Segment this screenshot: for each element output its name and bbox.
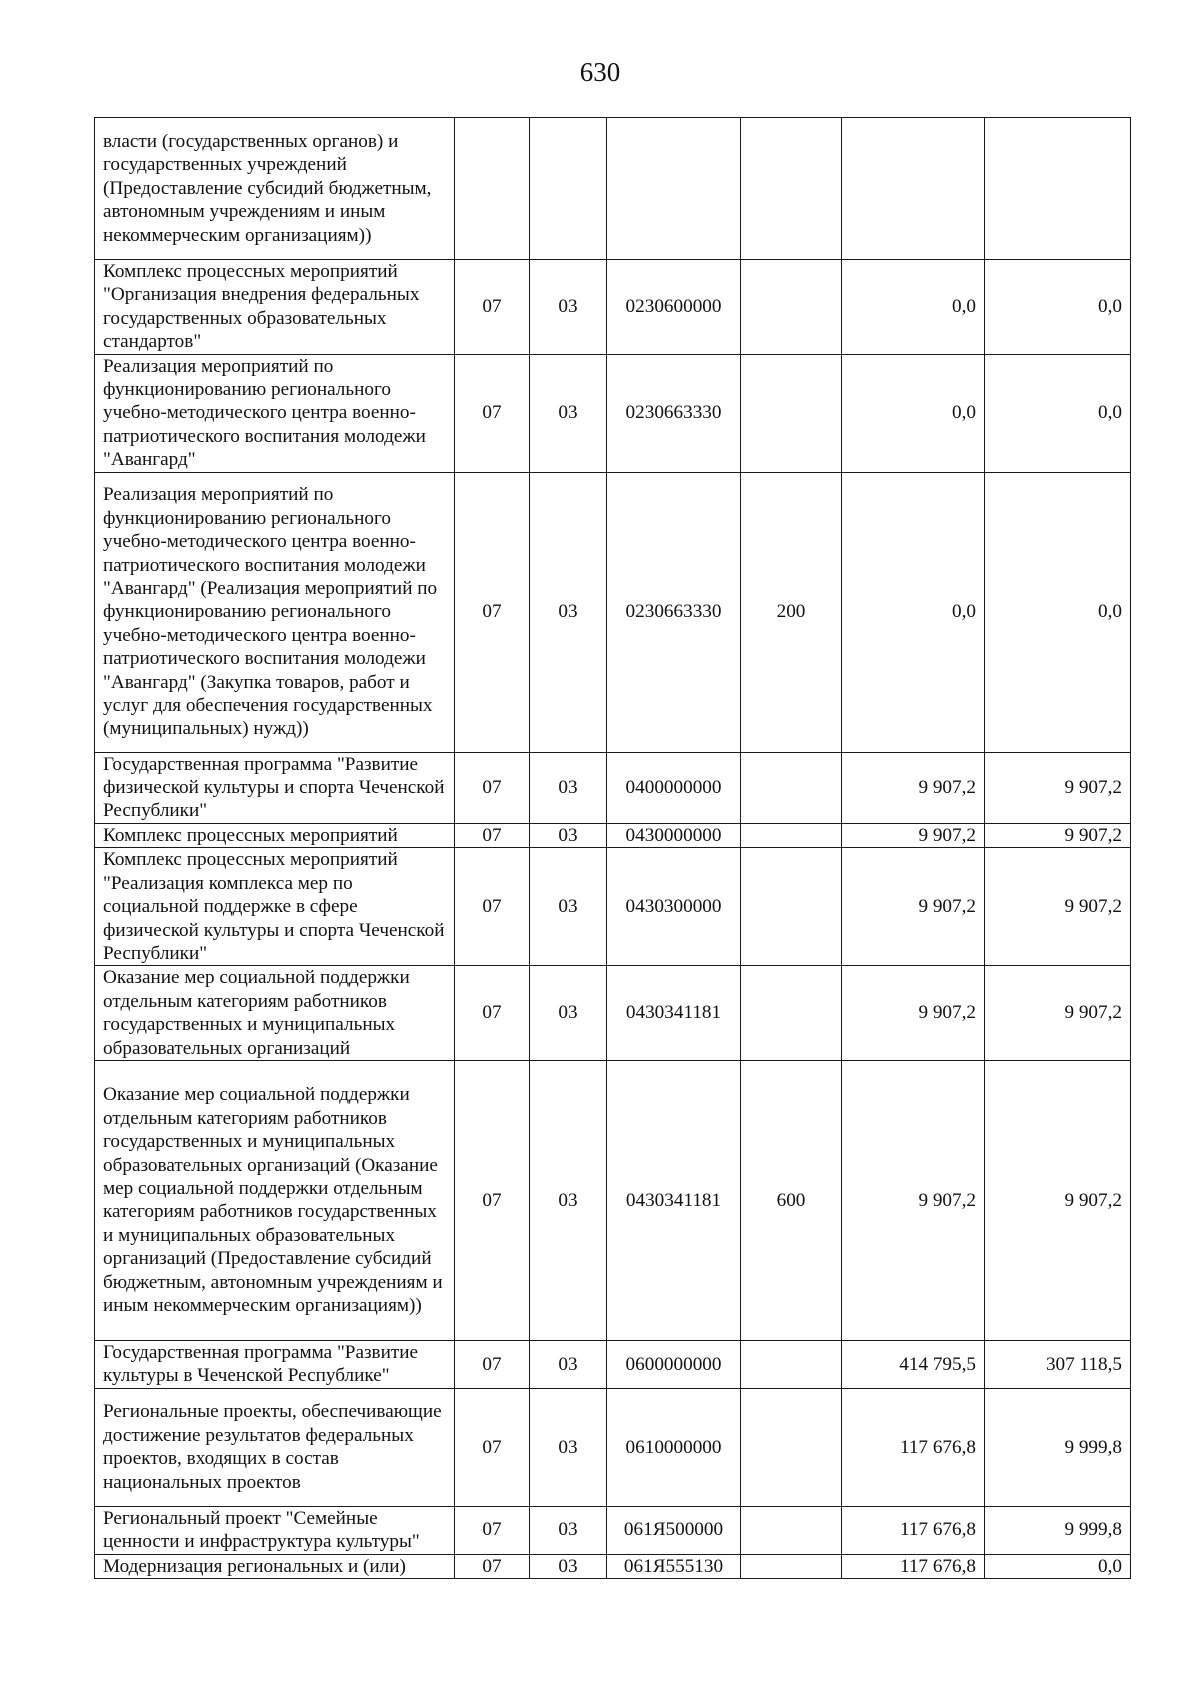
cell-target-article: 0430000000 — [607, 823, 741, 847]
cell-amount-1: 9 907,2 — [842, 752, 985, 823]
cell-amount-2: 9 999,8 — [985, 1388, 1131, 1506]
cell-subsection: 03 — [530, 1388, 607, 1506]
cell-expense-type — [741, 1506, 842, 1554]
cell-name: Реализация мероприятий по функционированию регионального учебно-методического центра военно-патриотического воспитания молодежи "Авангард" (Реализация мероприятий по функционированию регионального учебно-методического центра военно-патриотического воспитания молодежи "Авангард" (Закупка товаров, работ и услуг для обеспечения государственных (муниципальных) нужд)) — [95, 472, 455, 752]
cell-amount-1: 0,0 — [842, 354, 985, 472]
cell-subsection: 03 — [530, 823, 607, 847]
cell-amount-1: 9 907,2 — [842, 1060, 985, 1340]
table-row — [95, 472, 1131, 752]
cell-section: 07 — [455, 848, 530, 966]
table-row — [95, 1060, 1131, 1340]
budget-table — [94, 117, 1131, 1579]
cell-section: 07 — [455, 966, 530, 1061]
cell-section: 07 — [455, 1506, 530, 1554]
cell-expense-type — [741, 966, 842, 1061]
cell-target-article: 0610000000 — [607, 1388, 741, 1506]
table-row — [95, 1506, 1131, 1554]
table-row — [95, 848, 1131, 966]
cell-subsection: 03 — [530, 1060, 607, 1340]
cell-subsection: 03 — [530, 1340, 607, 1388]
cell-expense-type — [741, 118, 842, 260]
cell-expense-type — [741, 848, 842, 966]
cell-amount-1 — [842, 118, 985, 260]
cell-subsection: 03 — [530, 260, 607, 355]
cell-subsection: 03 — [530, 1554, 607, 1578]
cell-target-article: 0430341181 — [607, 1060, 741, 1340]
cell-amount-1: 117 676,8 — [842, 1506, 985, 1554]
cell-subsection: 03 — [530, 1506, 607, 1554]
cell-expense-type — [741, 354, 842, 472]
cell-target-article: 0230663330 — [607, 354, 741, 472]
cell-amount-1: 0,0 — [842, 472, 985, 752]
cell-name: Модернизация региональных и (или) — [95, 1554, 455, 1578]
page-number: 630 — [579, 57, 621, 87]
cell-name: Государственная программа "Развитие физической культуры и спорта Чеченской Республики" — [95, 752, 455, 823]
cell-target-article: 0430300000 — [607, 848, 741, 966]
cell-name: Комплекс процессных мероприятий — [95, 823, 455, 847]
cell-target-article: 0230600000 — [607, 260, 741, 355]
cell-name: Региональный проект "Семейные ценности и инфраструктура культуры" — [95, 1506, 455, 1554]
cell-amount-1: 9 907,2 — [842, 848, 985, 966]
cell-target-article: 061Я500000 — [607, 1506, 741, 1554]
cell-section: 07 — [455, 1340, 530, 1388]
cell-amount-2: 9 907,2 — [985, 1060, 1131, 1340]
cell-amount-2: 9 907,2 — [985, 848, 1131, 966]
cell-subsection: 03 — [530, 966, 607, 1061]
cell-target-article: 0430341181 — [607, 966, 741, 1061]
cell-section: 07 — [455, 472, 530, 752]
cell-target-article: 0400000000 — [607, 752, 741, 823]
cell-section: 07 — [455, 354, 530, 472]
table-body — [95, 118, 1131, 1579]
cell-name: Оказание мер социальной поддержки отдельным категориям работников государственных и муниципальных образовательных организаций (Оказание мер социальной поддержки отдельным категориям работников государственных и муниципальных образовательных организаций (Предоставление субсидий бюджетным, автономным учреждениям и иным некоммерческим организациям)) — [95, 1060, 455, 1340]
table-row — [95, 1554, 1131, 1578]
cell-name: Комплекс процессных мероприятий "Реализация комплекса мер по социальной поддержке в сфере физической культуры и спорта Чеченской Республики" — [95, 848, 455, 966]
cell-section: 07 — [455, 1060, 530, 1340]
table-row — [95, 966, 1131, 1061]
cell-subsection: 03 — [530, 848, 607, 966]
cell-section: 07 — [455, 260, 530, 355]
cell-name: Комплекс процессных мероприятий "Организация внедрения федеральных государственных образовательных стандартов" — [95, 260, 455, 355]
cell-expense-type — [741, 1554, 842, 1578]
cell-target-article: 0230663330 — [607, 472, 741, 752]
cell-expense-type — [741, 1388, 842, 1506]
cell-amount-2: 0,0 — [985, 1554, 1131, 1578]
cell-amount-2 — [985, 118, 1131, 260]
cell-name: Региональные проекты, обеспечивающие достижение результатов федеральных проектов, входящих в состав национальных проектов — [95, 1388, 455, 1506]
cell-section: 07 — [455, 1388, 530, 1506]
cell-amount-2: 0,0 — [985, 472, 1131, 752]
cell-amount-1: 117 676,8 — [842, 1388, 985, 1506]
cell-subsection — [530, 118, 607, 260]
table-row — [95, 752, 1131, 823]
cell-amount-2: 9 907,2 — [985, 823, 1131, 847]
cell-target-article: 061Я555130 — [607, 1554, 741, 1578]
cell-amount-2: 0,0 — [985, 260, 1131, 355]
cell-amount-1: 117 676,8 — [842, 1554, 985, 1578]
cell-target-article — [607, 118, 741, 260]
cell-name: Государственная программа "Развитие культуры в Чеченской Республике" — [95, 1340, 455, 1388]
cell-name: Оказание мер социальной поддержки отдельным категориям работников государственных и муниципальных образовательных организаций — [95, 966, 455, 1061]
cell-target-article: 0600000000 — [607, 1340, 741, 1388]
cell-section: 07 — [455, 1554, 530, 1578]
cell-amount-2: 307 118,5 — [985, 1340, 1131, 1388]
cell-expense-type — [741, 1340, 842, 1388]
cell-expense-type: 600 — [741, 1060, 842, 1340]
cell-subsection: 03 — [530, 472, 607, 752]
cell-section: 07 — [455, 823, 530, 847]
cell-amount-2: 9 907,2 — [985, 752, 1131, 823]
table-row — [95, 118, 1131, 260]
cell-amount-1: 9 907,2 — [842, 823, 985, 847]
cell-expense-type — [741, 260, 842, 355]
cell-section — [455, 118, 530, 260]
cell-expense-type: 200 — [741, 472, 842, 752]
cell-amount-2: 0,0 — [985, 354, 1131, 472]
cell-expense-type — [741, 752, 842, 823]
cell-amount-2: 9 907,2 — [985, 966, 1131, 1061]
cell-amount-1: 0,0 — [842, 260, 985, 355]
table-row — [95, 1388, 1131, 1506]
cell-amount-1: 9 907,2 — [842, 966, 985, 1061]
cell-section: 07 — [455, 752, 530, 823]
cell-subsection: 03 — [530, 752, 607, 823]
table-row — [95, 354, 1131, 472]
cell-amount-1: 414 795,5 — [842, 1340, 985, 1388]
table-row — [95, 1340, 1131, 1388]
table-row — [95, 260, 1131, 355]
table-row — [95, 823, 1131, 847]
cell-expense-type — [741, 823, 842, 847]
cell-name: Реализация мероприятий по функционированию регионального учебно-методического центра военно-патриотического воспитания молодежи "Авангард" — [95, 354, 455, 472]
cell-amount-2: 9 999,8 — [985, 1506, 1131, 1554]
cell-name: власти (государственных органов) и государственных учреждений (Предоставление субсидий бюджетным, автономным учреждениям и иным некоммерческим организациям)) — [95, 118, 455, 260]
cell-subsection: 03 — [530, 354, 607, 472]
